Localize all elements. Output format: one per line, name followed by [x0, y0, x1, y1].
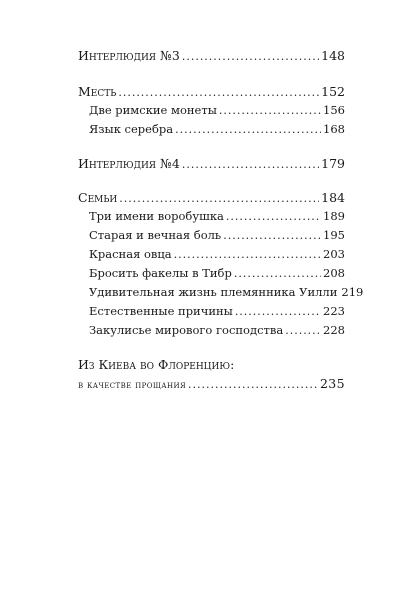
toc-closing-title[interactable] — [78, 355, 345, 374]
dot-leader — [219, 101, 321, 120]
dot-leader — [182, 155, 319, 174]
toc-entry-page: 168 — [323, 122, 345, 136]
toc-entry-two-roman-coins[interactable] — [78, 101, 345, 120]
toc-entry-page: 195 — [323, 228, 345, 242]
toc-entry-page: 235 — [319, 376, 345, 391]
toc-entry-interlude-4[interactable] — [78, 154, 345, 173]
toc-entry-red-sheep[interactable] — [78, 245, 345, 264]
toc-entry-title: Две римские монеты — [89, 103, 217, 117]
toc-entry-page: 208 — [323, 266, 345, 280]
toc-entry-title: Интерлюдия №4 — [78, 156, 180, 171]
toc-entry-title: Семьи — [78, 190, 118, 205]
dot-leader — [226, 207, 321, 226]
toc-entry-torches-tiber[interactable] — [78, 264, 345, 283]
dot-leader — [188, 375, 318, 394]
dot-leader — [235, 302, 321, 321]
toc-section-revenge[interactable] — [78, 82, 345, 101]
toc-entry-natural-causes[interactable] — [78, 302, 345, 321]
dot-leader — [234, 264, 321, 283]
toc-entry-page: 228 — [323, 323, 345, 337]
toc-entry-title: Красная овца — [89, 247, 172, 261]
toc-entry-title: Закулисье мирового господства — [89, 323, 284, 337]
toc-entry-page: 156 — [323, 103, 345, 117]
toc-entry-title: Естественные причины — [89, 304, 233, 318]
toc-entry-page: 152 — [321, 84, 345, 99]
dot-leader — [119, 189, 319, 208]
table-of-contents — [78, 46, 364, 393]
toc-entry-title: Месть — [78, 84, 117, 99]
toc-entry-page: 223 — [323, 304, 345, 318]
toc-entry-title: Бросить факелы в Тибр — [89, 266, 232, 280]
toc-entry-title: Интерлюдия №3 — [78, 48, 180, 63]
dot-leader — [182, 47, 319, 66]
dot-leader — [174, 245, 321, 264]
dot-leader — [118, 83, 319, 102]
dot-leader — [285, 321, 321, 340]
dot-leader — [175, 120, 321, 139]
toc-entry-page: 148 — [321, 48, 345, 63]
toc-entry-page: 184 — [321, 190, 345, 205]
toc-entry-subtitle: в качестве прощания — [78, 380, 187, 391]
toc-entry-title: Язык серебра — [89, 122, 174, 136]
toc-section-families[interactable] — [78, 188, 345, 207]
toc-entry-page: 179 — [321, 156, 345, 171]
toc-entry-page: 219 — [341, 285, 364, 299]
toc-entry-world-domination[interactable] — [78, 321, 345, 340]
dot-leader — [223, 226, 321, 245]
toc-entry-interlude-3[interactable] — [78, 46, 345, 65]
toc-entry-old-pain[interactable] — [78, 226, 345, 245]
toc-entry-title: Из Киева во Флоренцию: — [78, 357, 235, 372]
toc-entry-silver-tongue[interactable] — [78, 120, 345, 139]
toc-entry-title: Удивительная жизнь племянника Уилли — [89, 285, 338, 299]
toc-entry-three-names[interactable] — [78, 207, 345, 226]
toc-entry-title: Старая и вечная боль — [89, 228, 222, 242]
toc-entry-page: 203 — [323, 247, 345, 261]
toc-entry-title: Три имени воробушка — [89, 209, 224, 223]
toc-entry-page: 189 — [323, 209, 345, 223]
toc-entry-nephew-willy[interactable] — [78, 283, 364, 302]
toc-closing-subtitle[interactable] — [78, 374, 345, 393]
